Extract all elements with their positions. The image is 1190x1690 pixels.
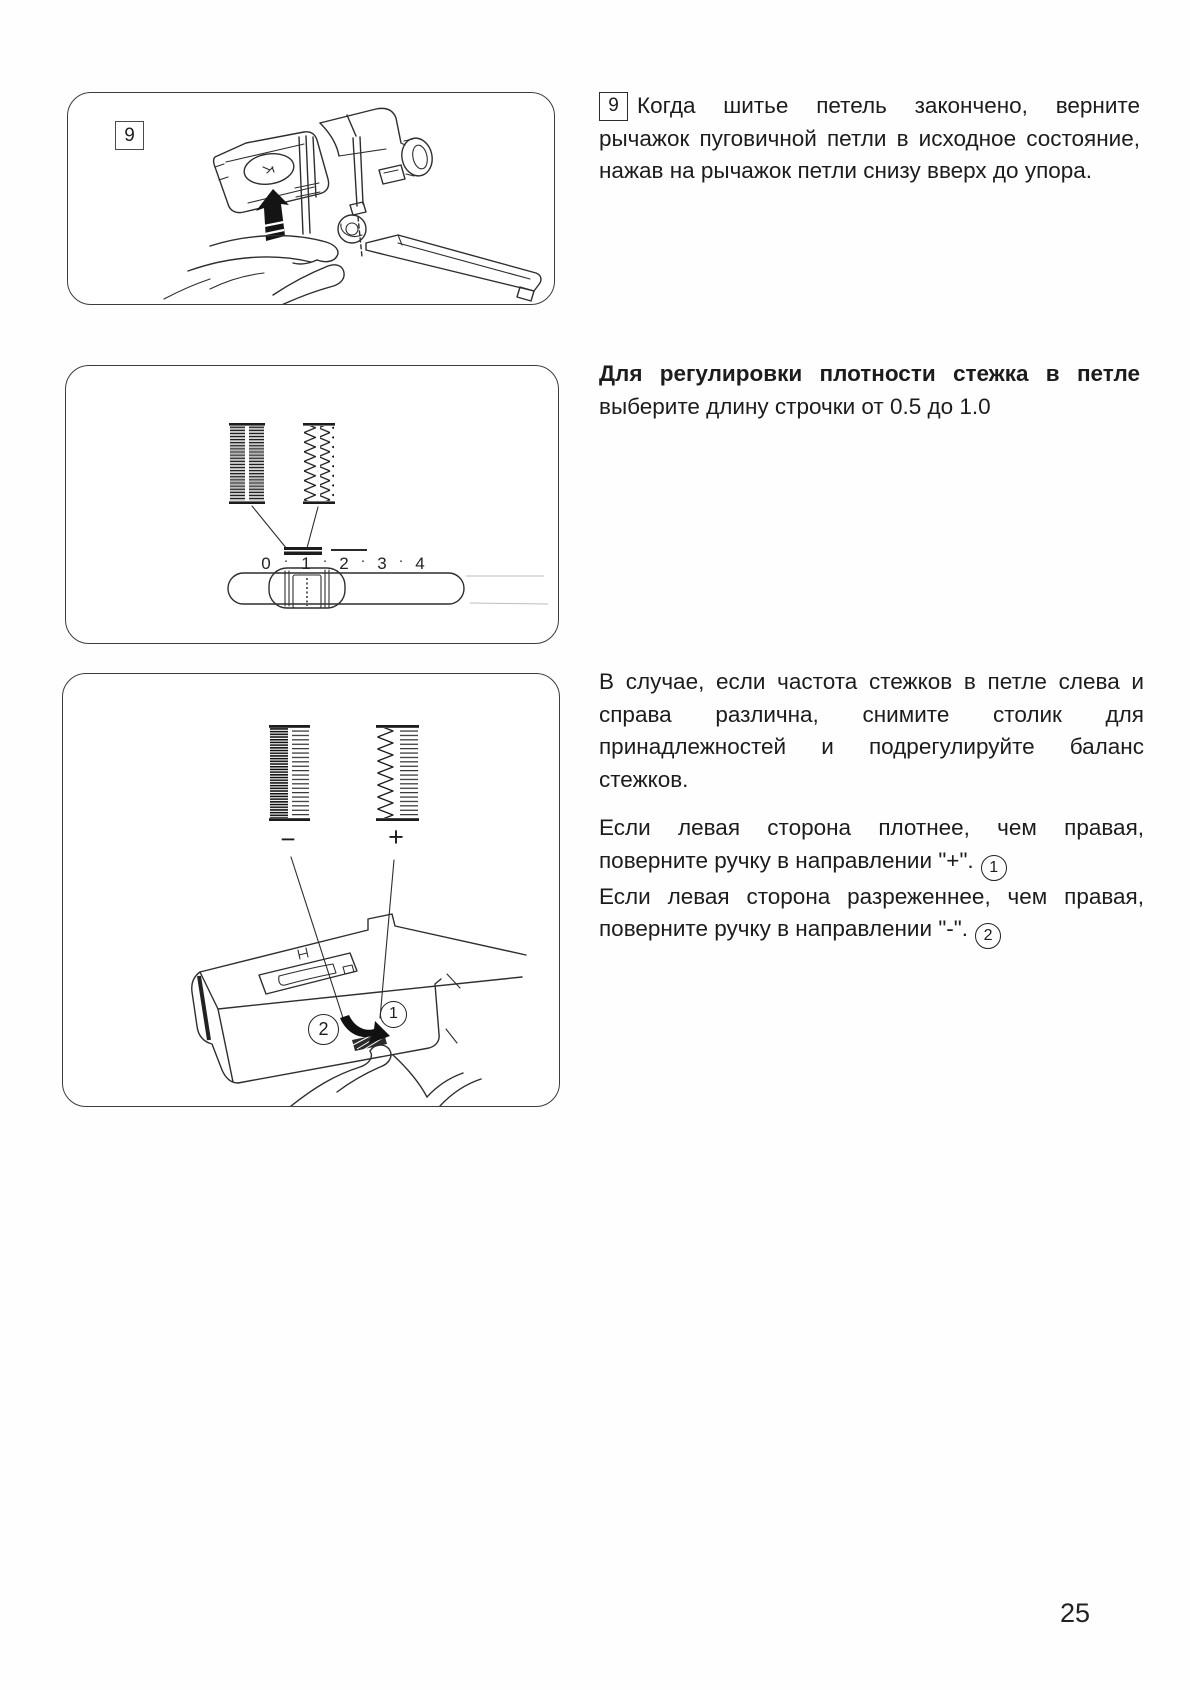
- balance-paragraph-3: [599, 881, 1144, 950]
- circled-ref-1: 1: [380, 1001, 407, 1028]
- figure-balance-box: [62, 673, 560, 1107]
- balance-adjustment-illustration: [63, 674, 559, 1106]
- balance-swatch-right: [376, 725, 419, 821]
- step9-text: Когда шитье петель закончено, верните рычажок пуговичной петли в исходное состояние, нажав на рычажок петли снизу вверх до упора.: [599, 93, 1140, 183]
- dial-tick-3: 3: [377, 554, 387, 573]
- dial-tick-4: 4: [415, 554, 425, 573]
- page-number: 25: [1060, 1598, 1091, 1628]
- dial-tick-2: 2: [339, 554, 349, 573]
- figure-step9-box: [67, 92, 555, 305]
- balance-instruction-plus: Если левая сторона плотнее, чем правая, поверните ручку в направлении "+".: [599, 815, 1144, 873]
- normal-range-marker: [331, 549, 367, 551]
- stitch-swatch-loose: [303, 423, 335, 504]
- dial-tick-1: 1: [301, 554, 311, 573]
- dial-dot: ·: [322, 552, 328, 569]
- balance-text: [599, 666, 1144, 949]
- dial-dot: ·: [283, 552, 289, 569]
- dial-tick-0: 0: [261, 554, 271, 573]
- density-heading-bold: Для регулировки плотности стежка в петле: [599, 361, 1140, 386]
- dial-dot: ·: [398, 552, 404, 569]
- buttonhole-lever-illustration: [68, 93, 554, 304]
- step-number-badge: 9: [599, 92, 628, 121]
- balance-instruction-minus: Если левая сторона разреженнее, чем правая, поверните ручку в направлении "-".: [599, 883, 1144, 941]
- balance-paragraph-1: В случае, если частота стежков в петле слева и справа различна, снимите столик для принадлежностей и подрегулируйте баланс стежков.: [599, 669, 1144, 792]
- balance-paragraph-2: [599, 812, 1144, 881]
- step9-paragraph: [599, 90, 1140, 188]
- stitch-length-dial-illustration: [66, 366, 558, 643]
- density-heading: [599, 357, 1140, 423]
- circled-ref-2-inline: 2: [975, 923, 1001, 949]
- circled-ref-1-inline: 1: [981, 855, 1007, 881]
- figure-density-box: [65, 365, 559, 644]
- density-heading-rest: выберите длину строчки от 0.5 до 1.0: [599, 394, 991, 419]
- plus-label: +: [388, 822, 404, 852]
- circled-ref-2: 2: [308, 1014, 339, 1045]
- figure-step-number: 9: [115, 121, 144, 150]
- minus-label: −: [280, 824, 296, 854]
- balance-swatch-left: [269, 725, 310, 821]
- dial-dot: ·: [360, 552, 366, 569]
- stitch-swatch-dense: [229, 423, 265, 504]
